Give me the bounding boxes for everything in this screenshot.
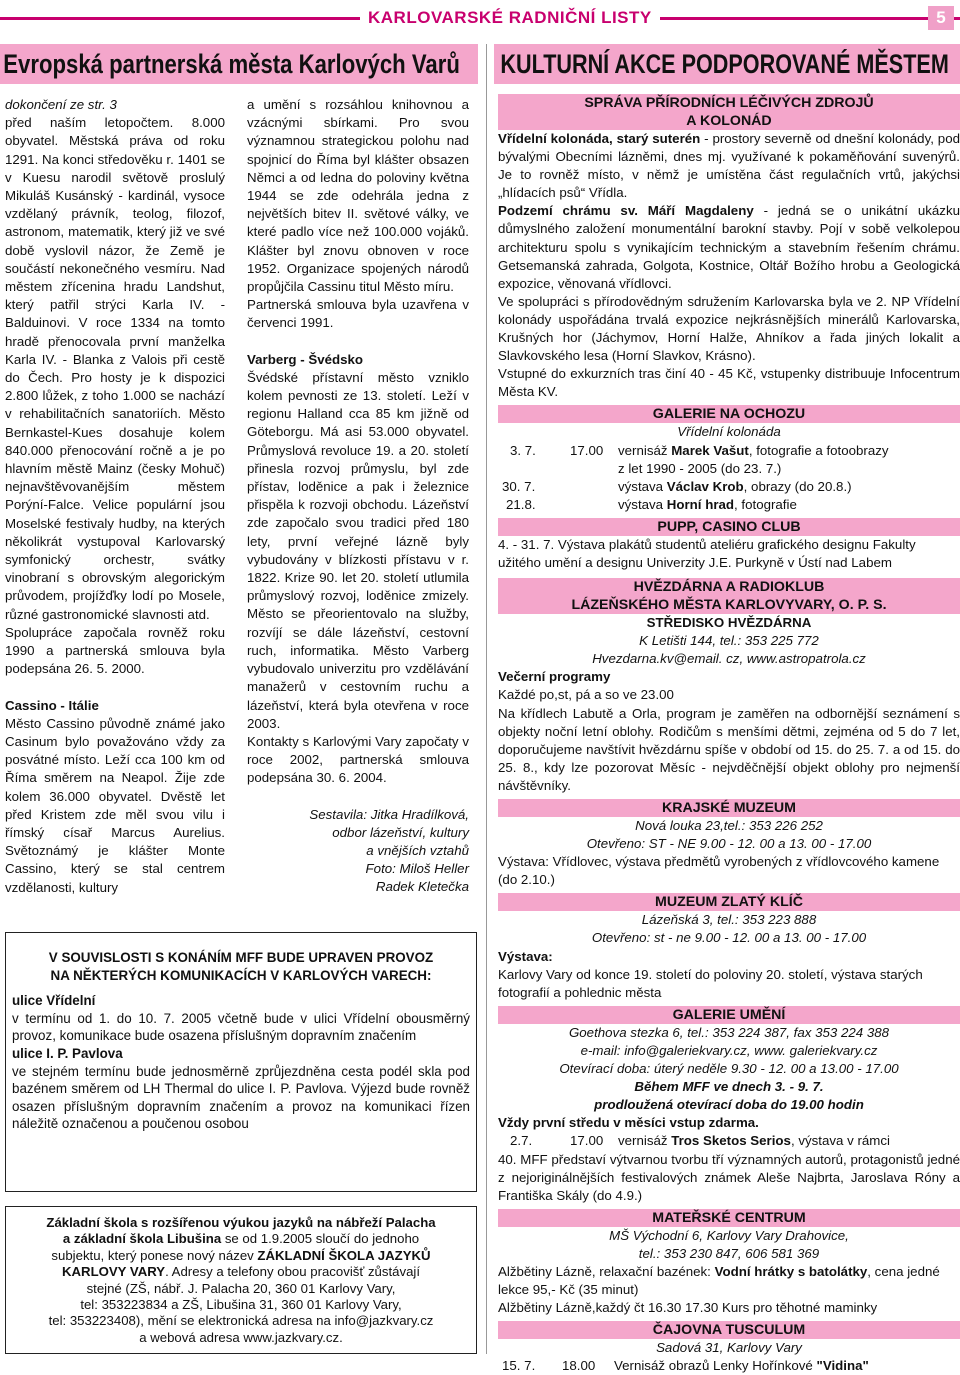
event-text (614, 1357, 869, 1375)
event-date: 2.7. (510, 1133, 533, 1149)
observatory-contact: Hvezdarna.kv@email. cz, www.astropatrola.cz (592, 651, 866, 667)
event-text-part: výstava (618, 478, 667, 494)
event-text (618, 1132, 890, 1150)
tea-house-title: ČAJOVNA TUSCULUM (498, 1321, 960, 1339)
event-text: z let 1990 - 2005 (do 23. 7.) (618, 460, 782, 476)
church-paragraph (498, 202, 960, 292)
event-artist: Horní hrad (666, 496, 735, 512)
paragraph-text: - jedná se o unikátní ukázku důmyslného založení monumentální barokní stavby. Pojí v sobě velkolepou architekturu spolu s vynikajícím technickým a stavebním řešením chrámu. Getsemanská zahrada, Golgota, Kostnice, Oltář Božího hrobu a Geologická expozice, věnovaná vřídlovci. (498, 203, 960, 291)
golden-key-heading: Výstava: (498, 948, 553, 964)
event-text-part: , fotografie a fotoobrazy (748, 442, 889, 458)
signature-line: Foto: Miloš Heller (365, 861, 469, 877)
maternity-center-title: MATEŘSKÉ CENTRUM (498, 1209, 960, 1227)
cassino-paragraph: Město Cassino původně známé jako Casinum bylo považováno vždy za posvátné místo. Leží cca 100 km od Říma směrem na Neapol. Žije zde kolem 36.000 obyvatel. Dvěstě let před Kristem zde měl svou vilu i římský císař Marcus Aurelius. Světoznámý je klášter Monte Cassino, který se stal centrem vzdělanosti, kultury (5, 715, 225, 895)
right-heading-text: KULTURNÍ AKCE PODPOROVANÉ MĚSTEM (500, 49, 949, 79)
golden-key-address: Lázeňská 3, tel.: 353 223 888 (641, 912, 817, 928)
gallery-free-entry: Vždy první středu v měsíci vstup zdarma. (498, 1115, 759, 1131)
continuation-note: dokončení ze str. 3 (5, 97, 117, 112)
school-line (6, 1264, 476, 1280)
museum-address: Nová louka 23,tel.: 353 226 252 (635, 818, 823, 833)
traffic-title-line: V SOUVISLOSTI S KONÁNÍM MFF BUDE UPRAVEN PROVOZ (48, 950, 434, 965)
maternity-address: MŠ Východní 6, Karlovy Vary Drahovice, (609, 1227, 849, 1243)
event-time: 17.00 (570, 1133, 604, 1149)
program-description: Na křídlech Labutě a Orla, program je zaměřen na odbornější seznámení s objekty noční letní oblohy. Rodičům s menšími dětmi, zejména od 5 do 7 let, doporučujeme navštívit hvězdárnu spíše v období od 15. do 25. 7. a od 15. do 25. 8., kdy lze pozorovat Měsíc - nejvděčnější objekt oblohy pro nejmenší návštěvníky. (498, 705, 960, 793)
school-new-name: ZÁKLADNÍ ŠKOLA JAZYKŮ (257, 1247, 431, 1263)
event-text-part: , obrazy (do 20.8.) (743, 478, 852, 494)
varberg-paragraph: Švédské přístavní město vzniklo kolem pevnosti ze 13. století. Leží v regionu Halland cca 85 km jižně od Göteborgu. Má asi 53.000 obyvatel. Průmyslová revoluce 19. a 20. století přinesla rozvoj průmyslu, byl zde přístav, loděnice a pak i železnice přispěla k rozvoji obchodu. Lázeňství zde započalo svou tradici před 180 lety, první veřejné lázně byly vybudovány v blízkosti přístavu v r. 1822. Krize 90. let 20. století utlumila průmyslový rozvoj, loděnice zmizely. Město se přeorientovalo na služby, rozvíjí se dále lázeňství, cestovní ruch, informatika. Město Varberg vybudovalo univerzitu pro vzdělávání manažerů v cestovním ruchu a lázeňství, která byla otevřena v roce 2003. (247, 369, 469, 731)
cassino-heading: Cassino - Itálie (5, 697, 99, 713)
event-text-part: vernisáž (618, 442, 672, 458)
event-row (498, 442, 960, 460)
traffic-notice-box (5, 932, 477, 1192)
school-line (6, 1231, 476, 1247)
event-row (498, 496, 960, 514)
school-line-text: subjektu, který ponese nový název (51, 1247, 258, 1263)
signature-line: a vnějších vztahů (366, 842, 469, 858)
street-vridelni-heading: ulice Vřídelní (12, 993, 96, 1009)
event-text (618, 442, 889, 460)
program-text: , cena jedné lekce 95,- Kč (35 minut) (498, 1263, 940, 1298)
varberg-heading: Varberg - Švédsko (247, 351, 364, 367)
program-text: Alžbětiny Lázně, relaxační bazének: (498, 1263, 715, 1279)
article-column-2 (247, 96, 469, 897)
admission-paragraph: Vstupné do exkurzních tras činí 40 - 45 Kč, vstupenky distribuuje Infocentrum Města KV. (498, 366, 960, 400)
golden-key-title: MUZEUM ZLATÝ KLÍČ (498, 893, 960, 911)
event-date: 21.8. (506, 496, 536, 512)
event-row (498, 460, 960, 478)
school-line-text: se od 1.9.2005 sloučí do jednoho (221, 1231, 420, 1247)
maternity-phone: tel.: 353 230 847, 606 581 369 (638, 1245, 820, 1261)
culture-events-column (498, 94, 960, 1375)
school-name: a základní škola Libušina (62, 1231, 222, 1247)
section-title-line: HVĚZDÁRNA A RADIOKLUB (633, 579, 825, 596)
museum-exhibition: Výstava: Vřídlovec, výstava předmětů vyrobených z vřídlovcového kamene (do 2.10.) (498, 854, 940, 888)
school-line: a webová adresa www.jazkvary.cz. (139, 1329, 343, 1345)
cassino-continued-paragraph: a umění s rozsáhlou knihovnou a vzácnými sbírkami. Pro svou významnou strategickou polohu nad spojnicí do Říma byl klášter obsazen Němci a od ledna do poloviny května 1944 se zde odehrála jedna z největších bitev II. světové války, ve které padlo více než 100.000 vojáků. Klášter byl znovu obnoven v roce 1952. Organizace spojených národů propůjčila Cassinu titul Město míru. (247, 97, 469, 295)
tea-house-address: Sadová 31, Karlovy Vary (656, 1340, 802, 1356)
event-row (498, 1132, 960, 1150)
spa-sources-title (498, 94, 960, 130)
event-time: 18.00 (562, 1358, 596, 1374)
event-date: 15. 7. (502, 1358, 536, 1374)
school-notice-box (5, 1206, 477, 1354)
event-time: 17.00 (570, 442, 604, 458)
museum-hours: Otevřeno: ST - NE 9.00 - 12. 00 a 13. 00 - 17.00 (586, 836, 872, 852)
gallery-extended-hours: prodloužená otevírací doba do 19.00 hodin (594, 1097, 864, 1113)
school-new-name-city: KARLOVY VARY (62, 1264, 166, 1280)
gallery-contact: e-mail: info@galeriekvary.cz, www. galeriekvary.cz (580, 1042, 878, 1058)
newspaper-title: KARLOVARSKÉ RADNIČNÍ LISTY (360, 6, 660, 30)
section-title-line: SPRÁVA PŘÍRODNÍCH LÉČIVÝCH ZDROJŮ (584, 95, 874, 111)
golden-key-hours: Otevřeno: st - ne 9.00 - 12. 00 a 13. 00 - 17.00 (591, 930, 867, 946)
observatory-subtitle: STŘEDISKO HVĚZDÁRNA (646, 615, 812, 631)
traffic-title-line: NA NĚKTERÝCH KOMUNIKACÍCH V KARLOVÝCH VARECH: (50, 967, 432, 983)
event-text (618, 496, 797, 514)
event-text-part: vernisáž (618, 1133, 672, 1149)
art-gallery-title: GALERIE UMĚNÍ (498, 1006, 960, 1024)
pupp-casino-title: PUPP, CASINO CLUB (498, 518, 960, 536)
column-divider (486, 44, 487, 1354)
golden-key-exhibition: Karlovy Vary od konce 19. století do poloviny 20. století, výstava starých fotografií a pohlednic města (498, 966, 923, 1000)
event-date: 3. 7. (510, 442, 536, 458)
paragraph-text: - prostory severně od dnešní kolonády, pod bývalými Obecními lázněmi, dnes mj. využívané k pokaměňování suvenýrů. Je to rovněž místo, v němž je umístěna část regulačních vrtů, jakýchsi „hlídacích psů“ Vřídla. (498, 131, 960, 201)
event-text-part: , fotografie (734, 496, 797, 512)
observatory-title (498, 578, 960, 614)
article-column-1 (5, 96, 225, 897)
section-title-line: LÁZEŇSKÉHO MĚSTA KARLOVYVARY, O. P. S. (571, 597, 887, 614)
gallery-ochoz-title: GALERIE NA OCHOZU (498, 405, 960, 423)
maternity-course: Alžbětiny Lázně,každý čt 16.30 17.30 Kurs pro těhotné maminky (498, 1300, 878, 1316)
school-line: stejné (ZŠ, nábř. J. Palacha 20, 360 01 Karlovy Vary, (86, 1280, 396, 1296)
event-row (498, 478, 960, 496)
school-line: tel: 353223834 a ZŠ, Libušina 31, 360 01 Karlovy Vary, (80, 1297, 402, 1313)
right-section-heading (494, 44, 960, 84)
school-line: tel: 353223408), mění se elektronická adresa na info@jazkvary.cz (48, 1313, 434, 1329)
left-heading-text: Evropská partnerská města Karlových Varů (3, 49, 460, 79)
colonnade-name: Vřídelní kolonáda, starý suterén (498, 131, 701, 146)
school-line-text: . Adresy a telefony obou pracovišť zůstávají (165, 1264, 420, 1280)
event-artist: Tros Sketos Serios (671, 1133, 791, 1149)
author-signature (247, 806, 469, 897)
event-text-part: výstava (618, 496, 667, 512)
cooperation-paragraph: Spolupráce započala rovněž roku 1990 a partnerská smlouva byla podepsána 26. 5. 2000. (5, 624, 225, 677)
minerals-paragraph: Ve spolupráci s přírodovědným sdružením Karlovarska byla ve 2. NP Vřídelní kolonády uspořádána trvalá expozice nejkrásnějších minerálů Karlovarska, Krušných hor (Jáchymov, Horní Halže, Ahníkov a řada jiných lokalit a Slavkovského lesa (Horní Slavkov, Krásno). (498, 293, 960, 364)
event-text (618, 478, 852, 496)
event-row (498, 1357, 960, 1375)
varberg-contacts-paragraph: Kontakty s Karlovými Vary započaty v roce 2002, partnerská smlouva podepsána 30. 6. 2004. (247, 733, 469, 786)
event-text-part: , výstava v rámci (790, 1133, 890, 1149)
event-date: 30. 7. (502, 478, 536, 494)
page-number: 5 (928, 6, 954, 30)
signature-line: Radek Kletečka (375, 879, 469, 895)
bernkastel-paragraph: před naším letopočtem. 8.000 obyvatel. Městská práva od roku 1291. Na konci středověku r. 1401 se v Kuesu narodil světově proslulý Mikuláš Kusánský - kardinál, vysoce vzdělaný právník, teolog, filozof, astronom, matematik, který již ve své době vyslovil názor, že Země je součástí nekonečného vesmíru. Nad městem zřícenina hradu Landshut, který patřil strýci Karla IV. - Balduinovi. V roce 1334 na tomto hradě přenocovala první manželka Karla IV. - Blanka z Valois při cestě do Čech. Pro hosty je k dispozici 2.800 lůžek, z toho 1.000 se nachází v rehabilitačních sanatoriích. Město Bernkastel-Kues dosahuje kolem 840.000 přenocování ročně a je po hlavním městě Mainz (česky Mohuč) nejnavštěvovanějším městem Porýní-Falce. Velice populární jsou Moselské festivaly hudby, na kterých několikrát vystupoval Karlovarský symfonický orchestr, svátky vinobraní s obrovským alegorickým průvodem, projížďky lodí po Mosele, různé gastronomické slavnosti atd. (5, 115, 225, 622)
observatory-address: K Letišti 144, tel.: 353 225 772 (639, 633, 819, 649)
cassino-treaty-paragraph: Partnerská smlouva byla uzavřena v červenci 1991. (247, 297, 469, 331)
church-name: Podzemí chrámu sv. Máří Magdaleny (498, 203, 754, 219)
street-vridelni-text: v termínu od 1. do 10. 7. 2005 včetně bude v ulici Vřídelní obousměrný provoz, komunikace bude osazena příslušným dopravním značením (12, 1010, 470, 1044)
gallery-address: Goethova stezka 6, tel.: 353 224 387, fax 353 224 388 (568, 1024, 890, 1040)
section-title-line: A KOLONÁD (686, 113, 772, 129)
gallery-mff-note: Během MFF ve dnech 3. - 9. 7. (634, 1079, 824, 1095)
evening-programs-heading: Večerní programy (498, 669, 611, 685)
signature-line: odbor lázeňství, kultury (332, 824, 469, 840)
program-name: Vodní hrátky s batolátky (714, 1263, 868, 1279)
pupp-paragraph: 4. - 31. 7. Výstava plakátů studentů ateliéru grafického designu Fakulty užitého umění a designu Univerzity J.E. Purkyně v Ústí nad Labem (498, 536, 916, 570)
regional-museum-title: KRAJSKÉ MUZEUM (498, 799, 960, 817)
school-line (6, 1248, 476, 1264)
street-pavlova-heading: ulice I. P. Pavlova (12, 1045, 123, 1061)
signature-line: Sestavila: Jitka Hradílková, (309, 806, 469, 822)
left-section-heading (0, 44, 478, 84)
page-header (0, 6, 960, 30)
event-artist: "Vidina" (816, 1358, 869, 1374)
gallery-ochoz-location: Vřídelní kolonáda (677, 424, 781, 440)
gallery-hours: Otevírací doba: úterý neděle 9.30 - 12. 00 a 13.00 - 17.00 (559, 1061, 899, 1077)
event-artist: Marek Vašut (671, 442, 749, 458)
maternity-program (498, 1263, 960, 1299)
colonnade-paragraph (498, 130, 960, 202)
event-text-part: Vernisáž obrazů Lenky Hořínkové (614, 1358, 817, 1374)
street-pavlova-text: ve stejném termínu bude jednosměrně zprůjezdněna cesta podél skla pod bazénem směrem od LH Thermal do ulice I. P. Pavlova. Výjezd bude rovněž osazen příslušným dopravním značením a provoz na komunikaci řízen náležitě označenou a poučenou osobou (12, 1063, 470, 1132)
event-artist: Václav Krob (666, 478, 744, 494)
gallery-description: 40. MFF představí výtvarnou tvorbu tří významných autorů, protagonistů jedné z nejoriginálnějších festivalových známek Aleše Najbrta, Jaroslava Róny a Františka Skály (do 4.9.) (498, 1151, 960, 1203)
program-schedule: Každé po,st, pá a so ve 23.00 (498, 687, 674, 703)
school-line: Základní škola s rozšířenou výukou jazyků na nábřeží Palacha (46, 1215, 436, 1230)
